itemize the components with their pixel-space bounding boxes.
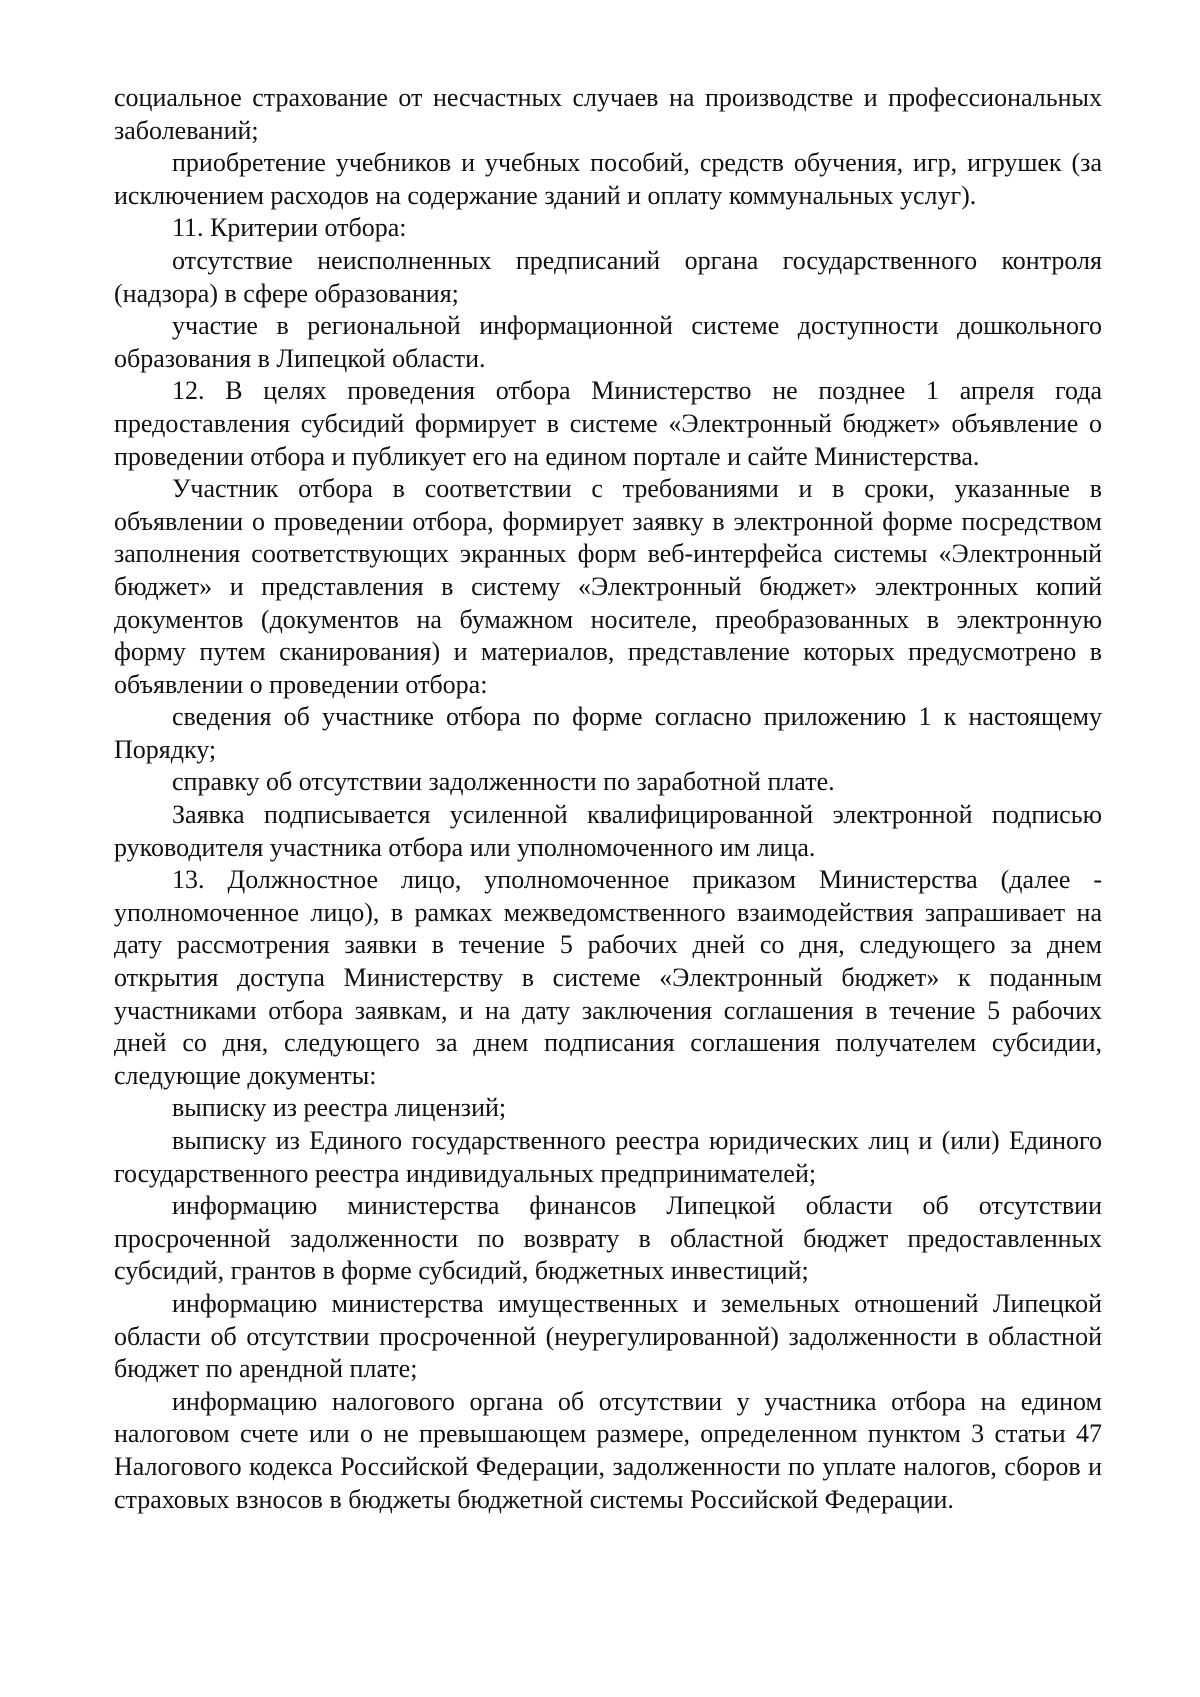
paragraph-tax-authority-info: информацию налогового органа об отсутствии у участника отбора на едином налоговом счете или о не превышающем размере, определенном пунктом 3 статьи 47 Налогового кодекса Российской Федерации, задолженности по уплате налогов, сборов и страховых взносов в бюджеты бюджетной системы Российской Федерации. <box>114 1386 1102 1514</box>
paragraph-participant-application: Участник отбора в соответствии с требованиями и в сроки, указанные в объявлении о проведении отбора, формирует заявку в электронной форме посредством заполнения соответствующих экранных форм веб-интерфейса системы «Электронный бюджет» и представления в систему «Электронный бюджет» электронных копий документов (документов на бумажном носителе, преобразованных в электронную форму путем сканирования) и материалов, представление которых предусмотрено в объявлении о проведении отбора: <box>114 474 1102 699</box>
paragraph-state-registry: выписку из Единого государственного реестра юридических лиц и (или) Единого государственного реестра индивидуальных предпринимателей; <box>114 1126 1102 1188</box>
paragraph-license-registry: выписку из реестра лицензий; <box>172 1093 507 1123</box>
document-body <box>114 82 1102 1516</box>
paragraph-social-insurance: социальное страхование от несчастных случаев на производстве и профессиональных заболеваний; <box>114 83 1102 145</box>
paragraph-12-announcement: 12. В целях проведения отбора Министерство не позднее 1 апреля года предоставления субсидий формирует в системе «Электронный бюджет» объявление о проведении отбора и публикует его на едином портале и сайте Министерства. <box>114 376 1102 471</box>
paragraph-criteria-heading: 11. Критерии отбора: <box>172 213 407 243</box>
paragraph-textbooks: приобретение учебников и учебных пособий, средств обучения, игр, игрушек (за исключением расходов на содержание зданий и оплату коммунальных услуг). <box>114 148 1102 210</box>
paragraph-finance-ministry-info: информацию министерства финансов Липецкой области об отсутствии просроченной задолженности по возврату в областной бюджет предоставленных субсидий, грантов в форме субсидий, бюджетных инвестиций; <box>114 1191 1102 1286</box>
paragraph-13-official-request: 13. Должностное лицо, уполномоченное приказом Министерства (далее - уполномоченное лицо), в рамках межведомственного взаимодействия запрашивает на дату рассмотрения заявки в течение 5 рабочих дней со дня, следующего за днем открытия доступа Министерству в системе «Электронный бюджет» к поданным участниками отбора заявкам, и на дату заключения соглашения в течение 5 рабочих дней со дня, следующего за днем подписания соглашения получателем субсидии, следующие документы: <box>114 865 1102 1090</box>
paragraph-signature: Заявка подписывается усиленной квалифицированной электронной подписью руководителя участника отбора или уполномоченного им лица. <box>114 800 1102 862</box>
paragraph-salary-certificate: справку об отсутствии задолженности по заработной плате. <box>172 767 835 797</box>
paragraph-criteria-no-violations: отсутствие неисполненных предписаний органа государственного контроля (надзора) в сфере образования; <box>114 245 1102 308</box>
paragraph-criteria-regional-system: участие в региональной информационной системе доступности дошкольного образования в Липецкой области. <box>114 311 1102 373</box>
paragraph-property-ministry-info: информацию министерства имущественных и земельных отношений Липецкой области об отсутствии просроченной (неурегулированной) задолженности в областной бюджет по арендной плате; <box>114 1288 1102 1384</box>
paragraph-participant-info: сведения об участнике отбора по форме согласно приложению 1 к настоящему Порядку; <box>114 702 1102 764</box>
